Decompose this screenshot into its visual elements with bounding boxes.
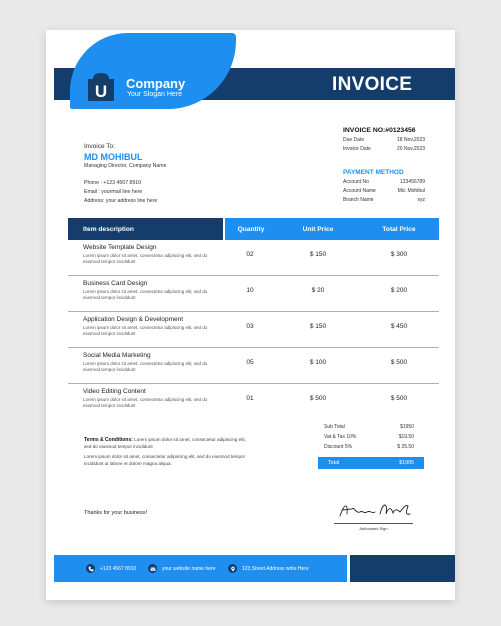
item-total-price: $ 200 (390, 287, 408, 294)
client-phone: Phone : +123 4567 8910 (84, 180, 141, 186)
item-quantity: 01 (246, 395, 254, 402)
branch-value: xyz (417, 197, 425, 203)
item-description: Lorem ipsum dolor sit amet, consectetur adipiscing elit, sed do eiusmod tempor incididunt (83, 289, 208, 300)
item-title: Website Template Design (83, 244, 157, 251)
item-total-price: $ 500 (390, 359, 408, 366)
bill-to-label: Invoice To: (84, 143, 115, 150)
vat-label: Vat & Tax 10% (324, 434, 357, 440)
total-value: $1905 (399, 460, 414, 466)
subtotal-value: $1950 (400, 424, 414, 430)
vat-value: $19.50 (398, 434, 414, 440)
table-row (68, 348, 439, 384)
item-title: Social Media Marketing (83, 352, 151, 359)
item-unit-price: $ 20 (311, 287, 325, 294)
company-slogan: Your Slogan Here (127, 91, 183, 98)
invoice-title: INVOICE (332, 74, 413, 95)
invoice-date-row (343, 146, 425, 152)
item-description: Lorem ipsum dolor sit amet, consectetur adipiscing elit, sed do eiusmod tempor incididunt (83, 253, 208, 264)
header-total-price: Total Price (359, 218, 439, 240)
location-pin-icon (228, 564, 237, 573)
terms-text-2: Lorem ipsum dolor sit amet, consectetur adipiscing elit, sed do eiusmod tempor incididunt ut labore et dolore magna aliqua. (84, 454, 246, 466)
invoice-date-value: 20 Nov,2023 (397, 146, 425, 152)
item-quantity: 03 (246, 323, 254, 330)
item-quantity: 05 (246, 359, 254, 366)
footer-accent (350, 555, 455, 582)
invoice-meta (343, 127, 425, 203)
item-title: Business Card Design (83, 280, 148, 287)
item-unit-price: $ 150 (309, 251, 327, 258)
due-date-value: 18 Nov,2023 (397, 137, 425, 143)
item-description: Lorem ipsum dolor sit amet, consectetur adipiscing elit, sed do eiusmod tempor incididunt (83, 397, 208, 408)
item-total-price: $ 300 (390, 251, 408, 258)
item-unit-price: $ 150 (309, 323, 327, 330)
table-row (68, 240, 439, 276)
logo-letter: U (94, 82, 108, 101)
subtotal-row (324, 422, 414, 432)
item-description: Lorem ipsum dolor sit amet, consectetur adipiscing elit, sed do eiusmod tempor incididunt (83, 361, 208, 372)
due-date-row (343, 137, 425, 143)
subtotal-label: Sub Total (324, 424, 345, 430)
payment-details (343, 179, 425, 203)
header-item-description: Item description (68, 218, 223, 240)
branch-row (343, 197, 425, 203)
signature-line (334, 523, 413, 524)
item-title: Video Editing Content (83, 388, 146, 395)
payment-method-title: PAYMENT METHOD (343, 169, 404, 176)
footer-phone-text: +123 4567 8910 (100, 565, 137, 572)
signature-label: Authorised Sign (359, 526, 388, 531)
phone-icon (86, 564, 95, 573)
account-name-row (343, 188, 425, 194)
table-row (68, 312, 439, 348)
header-quantity: Quantity (223, 218, 277, 240)
table-row (68, 276, 439, 312)
item-quantity: 02 (246, 251, 254, 258)
terms-text-1: Lorem ipsum dolor sit amet, consectetur adipiscing elit, sed do eiusmod tempor incididunt (84, 437, 246, 449)
item-total-price: $ 450 (390, 323, 408, 330)
client-contact (84, 179, 157, 206)
bill-to (84, 143, 166, 169)
signature-image (336, 496, 416, 522)
item-title: Application Design & Development (83, 316, 184, 323)
summary (324, 422, 414, 452)
branch-label: Branch Name (343, 197, 374, 203)
terms-label: Terms & Conditions: (84, 437, 133, 443)
invoice-number: INVOICE NO:#0123456 (343, 127, 416, 134)
table-row (68, 384, 439, 420)
footer-phone (86, 564, 136, 573)
discount-row (324, 442, 414, 452)
footer-website (148, 564, 215, 573)
total-label: Total (328, 460, 340, 466)
company-logo-icon (85, 71, 117, 103)
thanks-note: Thanks for your business! (84, 510, 147, 516)
due-date-label: Due Date (343, 137, 365, 143)
footer-website-text: your website name here (162, 565, 216, 572)
item-unit-price: $ 100 (309, 359, 327, 366)
company-name: Company (126, 76, 186, 91)
item-quantity: 10 (246, 287, 254, 294)
footer-address (228, 564, 309, 573)
invoice-date-label: Invoice Date (343, 146, 371, 152)
terms-section (84, 437, 249, 467)
account-no-row (343, 179, 425, 185)
discount-value: $ 25.50 (397, 444, 414, 450)
account-name-label: Account Name (343, 188, 376, 194)
vat-row (324, 432, 414, 442)
item-unit-price: $ 500 (309, 395, 327, 402)
total-bar (318, 457, 424, 469)
discount-label: Discount 5% (324, 444, 353, 450)
header-unit-price: Unit Price (277, 218, 359, 240)
client-email: Email : yourmail line here (84, 189, 143, 195)
footer-address-text: 123,Street Address write Here (242, 565, 309, 572)
item-description: Lorem ipsum dolor sit amet, consectetur adipiscing elit, sed do eiusmod tempor incididunt (83, 325, 208, 336)
account-no-label: Account No (343, 179, 369, 185)
client-title: Managing Director, Company Name (84, 163, 167, 169)
invoice-page (46, 30, 455, 600)
account-no-value: 123456789 (399, 179, 425, 185)
mail-icon (148, 564, 157, 573)
account-name-value: Md. Mohibul (397, 188, 425, 194)
client-address: Address: your address line here (84, 198, 158, 204)
client-name: MD MOHIBUL (84, 152, 143, 162)
item-total-price: $ 500 (390, 395, 408, 402)
